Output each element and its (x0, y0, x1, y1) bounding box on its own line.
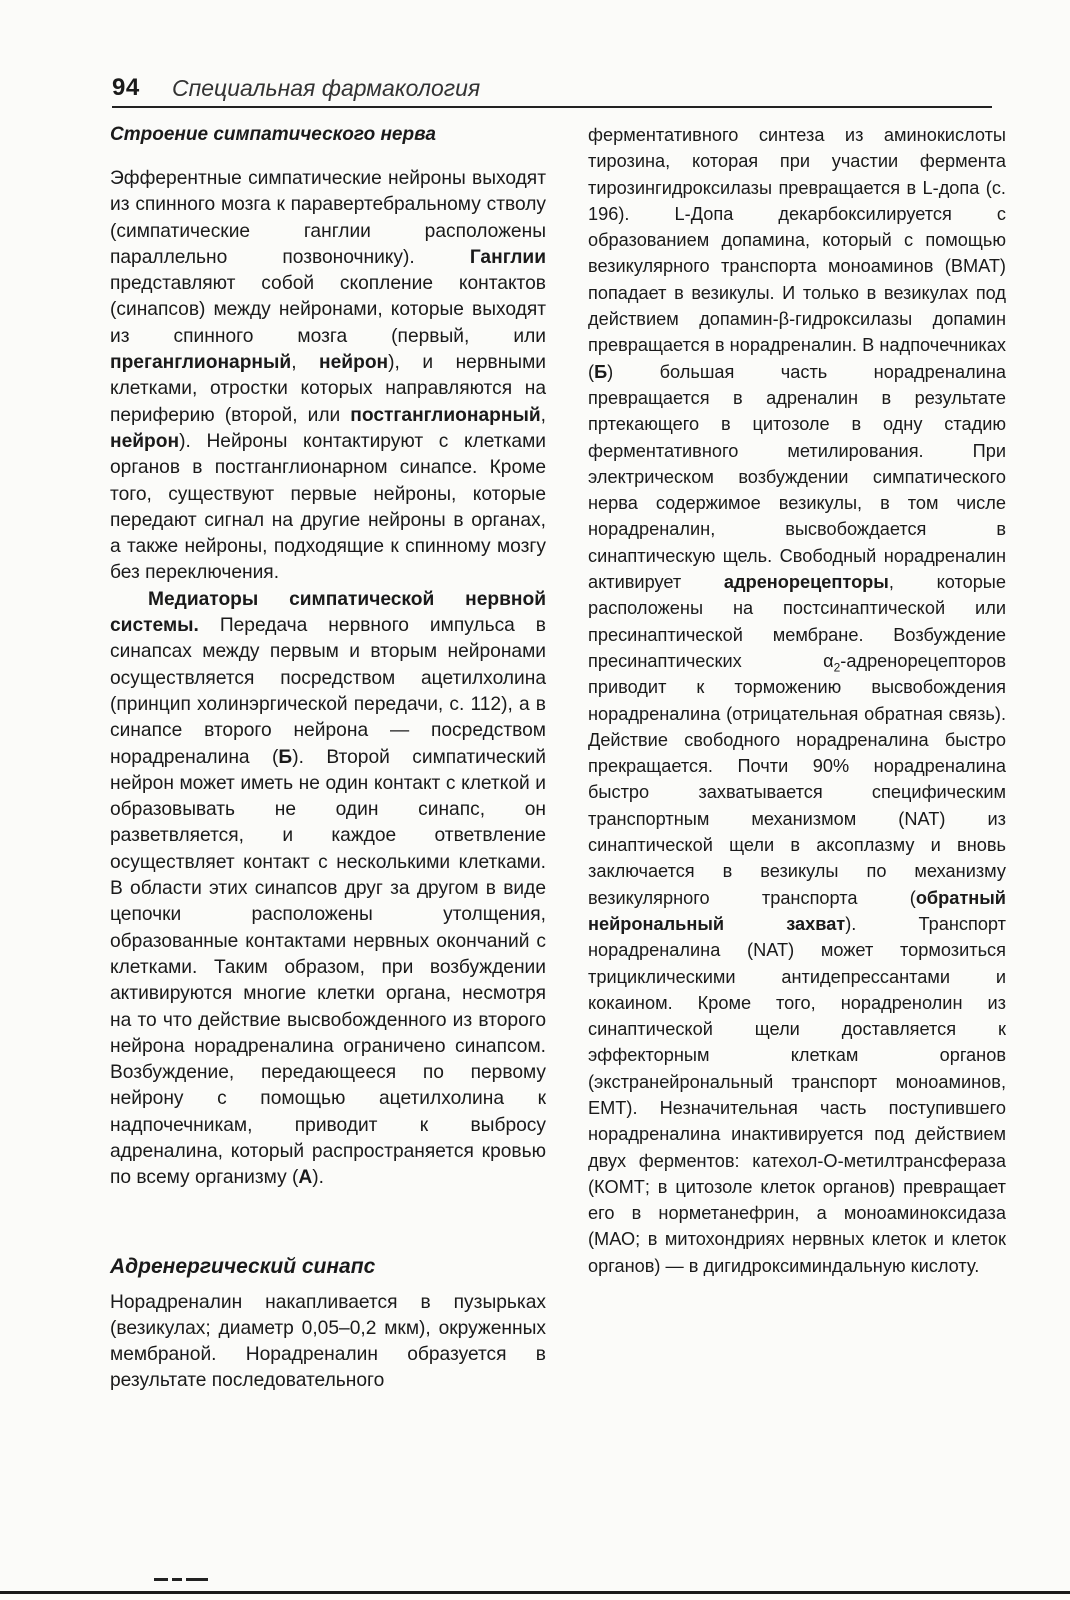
right-column (588, 122, 1006, 1279)
section-title-sympathetic-nerve: Строение симпатического нерва (110, 124, 436, 145)
term-preganglionic: преганглионарный (110, 352, 292, 374)
term-neuron: нейрон (110, 430, 180, 452)
page-header (112, 72, 992, 108)
figure-ref-a: А (298, 1167, 313, 1189)
text-run: ). (312, 1167, 324, 1189)
term-neuronal-reuptake: обратный нейрональный захват (588, 887, 1006, 934)
text-run: -адренорецепторов приводит к торможению высвобождения норадреналина (отрицательная обратная связь). Действие свободного норадреналина быстро прекращается. Почти 90% норадреналина быстро захватывается специфическим транспортным механизмом (NAT) из синаптической щели в аксоплазму и вновь заключается в везикулы по механизму везикулярного транспорта ( (588, 650, 1006, 908)
term-neuron: нейрон (319, 352, 389, 374)
running-title: Специальная фармакология (172, 75, 481, 101)
text-run: , которые расположены на постсинаптической или пресинаптической мембране. Возбуждение пресинаптических α (588, 572, 1006, 671)
text-run: представляют собой скопление контактов (синапсов) между нейронами, которые выходят из спинного мозга (первый, или (110, 273, 546, 347)
paragraph-noradrenaline-storage: Норадреналин накапливается в пузырьках (везикулах; диаметр 0,05–0,2 мкм), окруженных мембраной. Норадреналин образуется в результате последовательного (110, 1291, 546, 1392)
term-ganglia: Ганглии (469, 246, 546, 268)
text-run: ) большая часть норадреналина превращается в адреналин в результате пртекающего в цитозоле в одну стадию ферментативного метилирования. При электрическом возбуждении симпатического нерва содержимое везикулы, в том числе норадреналин, высвобождается в синаптическую щель. Свободный норадреналин активирует (588, 361, 1006, 593)
text-run: ферментативного синтеза из аминокислоты тирозина, которая при участии фермента тирозингидроксилазы превращается в L-допа (с. 196). L-Допа декарбоксилируется с образованием допамина, который с помощью везикулярного транспорта моноаминов (ВМАТ) попадает в везикулы. И только в везикулах под действием допамин-β-гидроксилазы допамин превращается в норадреналин. В надпочечниках ( (588, 125, 1006, 382)
term-postganglionic: постганглионарный (350, 404, 541, 426)
text-run: Эфферентные симпатические нейроны выходят из спинного мозга к паравертебральному стволу (симпатические ганглии расположены параллельно позвоночнику). (110, 168, 546, 268)
subscript-2: 2 (833, 660, 841, 675)
text-run: ). Нейроны контактируют с клетками органов в постганглионарном синапсе. Кроме того, существуют первые нейроны, которые передают сигнал на другие нейроны в органах, а также нейроны, подходящие к спинному мозгу без переключения. (110, 430, 546, 584)
text-run: ). Транспорт норадреналина (NAT) может тормозиться трициклическими антидепрессантами и кокаином. Кроме того, норадренолин из синаптической щели доставляется к эффекторным клеткам органов (экстранейрональный транспорт моноаминов, EMT). Незначительная часть поступившего норадреналина инактивируется под действием двух ферментов: катехол-О-метилтрансфераза (КОМТ; в цитозоле клеток органов) превращает его в норметанефрин, а моноаминоксидаза (МАО; в митохондриях нервных клеток и клеток органов) — в дигидроксиминдальную кислоту. (588, 913, 1006, 1276)
text-run: , (540, 404, 546, 426)
term-mediators: Медиаторы симпатической нервной системы. (110, 588, 546, 637)
page-number: 94 (112, 74, 140, 101)
text-run: ). Второй симпатический нейрон может иметь не один контакт с клеткой и образовывать не один синапс, он разветвляется, и каждое ответвление осуществляет контакт с несколькими клетками. В области этих синапсов друг за другом в виде цепочки расположены утолщения, образованные контактами нервных окончаний с клетками. Таким образом, при возбуждении активируются многие клетки органа, несмотря на то что действие высвобожденного из второго нейрона норадреналина ограничено синапсом. Возбуждение, передающееся по первому нейрону с помощью ацетилхолина к надпочечникам, приводит к выбросу адреналина, который распространяется кровью по всему организму ( (110, 746, 546, 1189)
text-run: , (291, 352, 320, 374)
text-run: Передача нервного импульса в синапсах между первым и вторым нейронами осуществляется посредством ацетилхолина (принцип холинэргической передачи, с. 112), а в синапсе второго нейрона — посредством норадреналина ( (110, 615, 546, 768)
page-bottom-edge (0, 1591, 1070, 1594)
paragraph-efferent-neurons (110, 166, 546, 587)
figure-ref-b: Б (594, 361, 608, 382)
figure-ref-b: Б (278, 746, 293, 768)
left-column (110, 122, 546, 1395)
scan-mark (154, 1578, 208, 1582)
paragraph-mediators (110, 587, 546, 1192)
paragraph-synthesis-continued (588, 122, 1006, 1279)
text-run: ), и нервными клетками, отростки которых направляются на периферию (второй, или (110, 352, 546, 426)
section-title-adrenergic-synapse: Адренергический синапс (110, 1254, 376, 1278)
term-adrenoreceptors: адренорецепторы (723, 572, 889, 593)
